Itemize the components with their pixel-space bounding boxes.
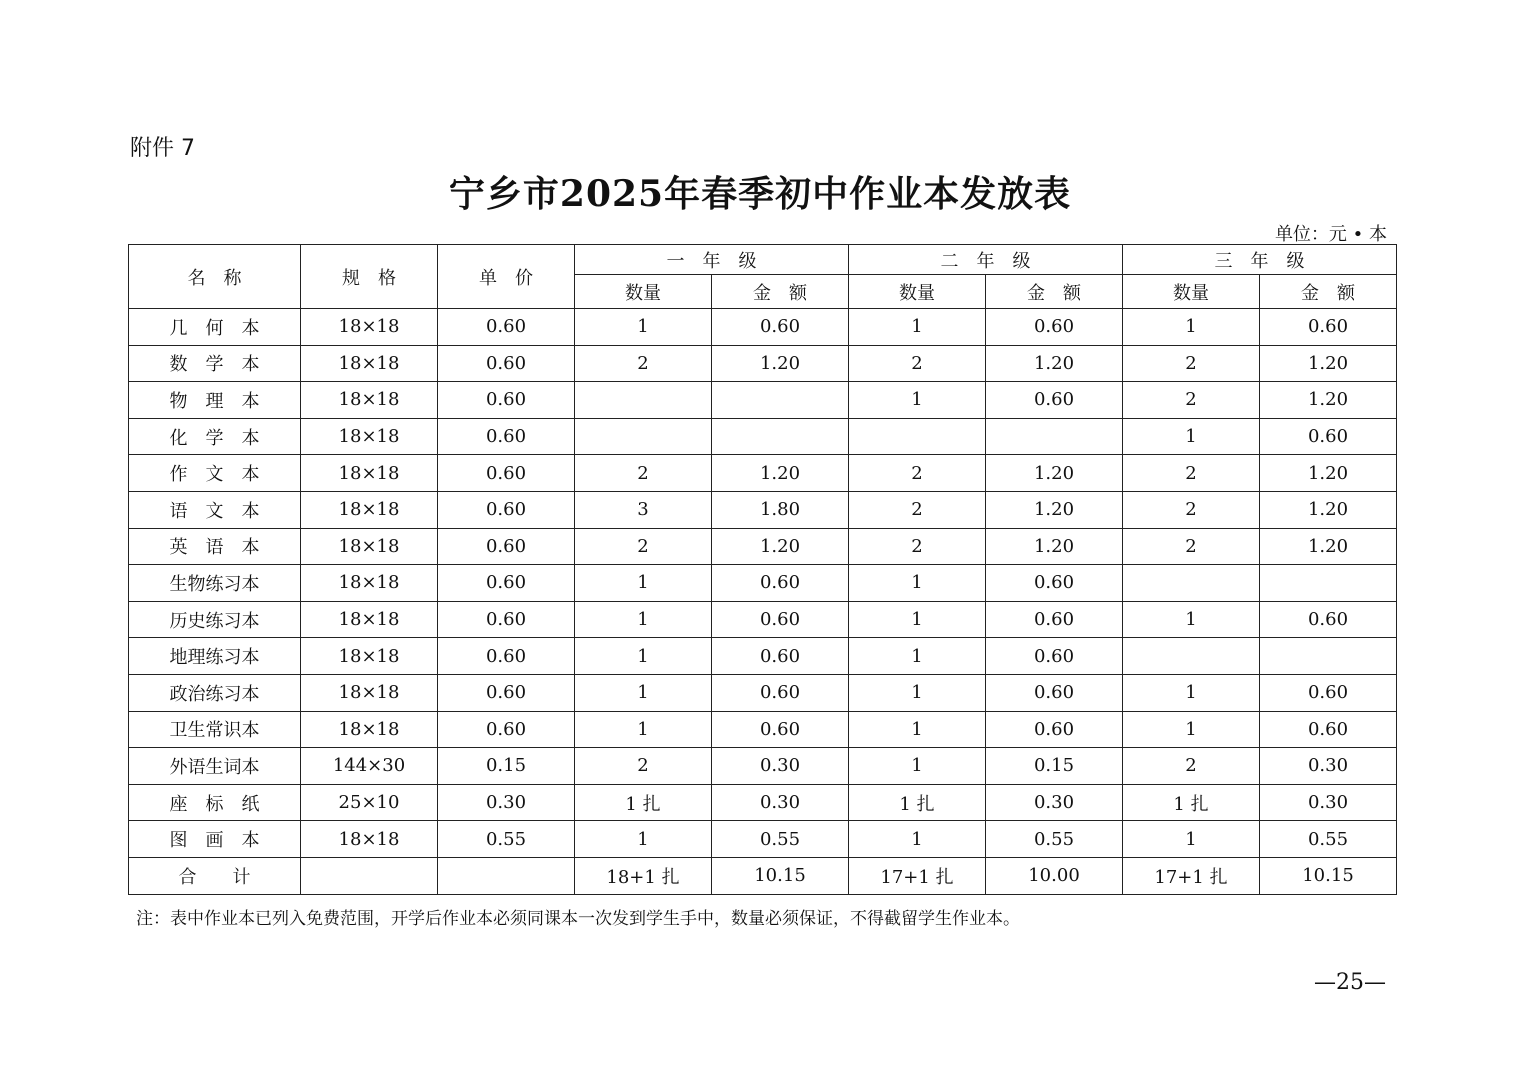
cell-spec: 18×18 [301,309,438,346]
table-row [129,674,1397,711]
cell-price [438,857,575,894]
cell-g2q: 1 [849,674,986,711]
attachment-label: 附件 7 [130,136,195,161]
unit-label: 单位：元 • 本 [1274,224,1387,245]
cell-g1a: 0.55 [712,821,849,858]
cell-price: 0.60 [438,418,575,455]
cell-price: 0.15 [438,748,575,785]
table-row [129,491,1397,528]
header-grade3: 三 年 级 [1123,245,1397,275]
cell-g3a: 0.30 [1260,784,1397,821]
cell-name: 外语生词本 [129,748,301,785]
table-row [129,309,1397,346]
cell-name: 化 学 本 [129,418,301,455]
table-row [129,565,1397,602]
cell-g2q: 2 [849,345,986,382]
cell-spec: 18×18 [301,455,438,492]
cell-spec: 18×18 [301,418,438,455]
cell-g2q: 1 [849,711,986,748]
cell-spec: 25×10 [301,784,438,821]
footnote: 注：表中作业本已列入免费范围，开学后作业本必须同课本一次发到学生手中，数量必须保证，不得截留学生作业本。 [136,909,1020,929]
cell-price: 0.55 [438,821,575,858]
cell-g1q: 1 [575,711,712,748]
distribution-table [128,244,1397,895]
cell-g3a: 1.20 [1260,345,1397,382]
header-unit-price: 单 价 [438,245,575,309]
cell-g1q: 2 [575,345,712,382]
header-g3-qty: 数量 [1123,275,1260,309]
header-g1-qty: 数量 [575,275,712,309]
cell-g1a: 0.60 [712,601,849,638]
cell-name: 卫生常识本 [129,711,301,748]
cell-g3q: 1 [1123,821,1260,858]
cell-g1a: 0.60 [712,674,849,711]
cell-g2q: 17+1 扎 [849,857,986,894]
cell-g2a: 0.60 [986,309,1123,346]
cell-g3q: 2 [1123,455,1260,492]
header-g2-amount: 金 额 [986,275,1123,309]
cell-spec: 18×18 [301,821,438,858]
cell-g3q: 2 [1123,491,1260,528]
table-row [129,345,1397,382]
cell-price: 0.60 [438,455,575,492]
cell-spec [301,857,438,894]
cell-g3a [1260,565,1397,602]
table-row [129,857,1397,894]
cell-name: 几 何 本 [129,309,301,346]
cell-g2q: 1 [849,748,986,785]
cell-g1q [575,382,712,419]
cell-g2q: 1 扎 [849,784,986,821]
cell-g1q: 2 [575,748,712,785]
cell-g1a [712,382,849,419]
cell-g3a [1260,638,1397,675]
cell-g3q: 1 扎 [1123,784,1260,821]
cell-g2q: 1 [849,382,986,419]
cell-g1a: 1.20 [712,528,849,565]
cell-g3a: 0.60 [1260,711,1397,748]
cell-spec: 18×18 [301,528,438,565]
cell-g1a: 1.20 [712,345,849,382]
cell-g3q: 2 [1123,748,1260,785]
cell-g3q: 1 [1123,711,1260,748]
header-spec: 规 格 [301,245,438,309]
cell-spec: 18×18 [301,345,438,382]
cell-g1a: 0.60 [712,309,849,346]
cell-g1q: 1 [575,821,712,858]
header-g1-amount: 金 额 [712,275,849,309]
cell-price: 0.60 [438,711,575,748]
table-row [129,821,1397,858]
cell-name: 座 标 纸 [129,784,301,821]
cell-g2a: 1.20 [986,345,1123,382]
cell-name: 作 文 本 [129,455,301,492]
header-grade2: 二 年 级 [849,245,1123,275]
cell-name: 地理练习本 [129,638,301,675]
cell-g2q: 2 [849,455,986,492]
cell-g2a: 10.00 [986,857,1123,894]
cell-g3a: 0.55 [1260,821,1397,858]
cell-spec: 18×18 [301,638,438,675]
cell-g2q: 2 [849,528,986,565]
cell-name: 生物练习本 [129,565,301,602]
cell-g3a: 0.30 [1260,748,1397,785]
cell-g1q: 2 [575,528,712,565]
cell-g2q: 1 [849,638,986,675]
cell-g3a: 1.20 [1260,455,1397,492]
cell-g1q: 1 [575,638,712,675]
cell-g3q [1123,638,1260,675]
cell-price: 0.60 [438,565,575,602]
cell-g1q: 3 [575,491,712,528]
cell-g3q: 2 [1123,345,1260,382]
header-name: 名 称 [129,245,301,309]
cell-name: 图 画 本 [129,821,301,858]
cell-name: 数 学 本 [129,345,301,382]
cell-g2a: 0.60 [986,382,1123,419]
cell-price: 0.30 [438,784,575,821]
cell-g2q: 2 [849,491,986,528]
cell-g3a: 1.20 [1260,491,1397,528]
table-row [129,455,1397,492]
cell-g3a: 0.60 [1260,674,1397,711]
cell-g3a: 0.60 [1260,418,1397,455]
cell-g1q: 1 扎 [575,784,712,821]
header-g2-qty: 数量 [849,275,986,309]
cell-price: 0.60 [438,491,575,528]
cell-g1a: 0.60 [712,638,849,675]
cell-g3a: 1.20 [1260,528,1397,565]
table-row [129,382,1397,419]
cell-g2a: 1.20 [986,455,1123,492]
cell-g3q: 2 [1123,528,1260,565]
table-row [129,418,1397,455]
cell-g2a: 0.55 [986,821,1123,858]
cell-spec: 18×18 [301,601,438,638]
cell-g2q: 1 [849,821,986,858]
cell-g2a: 0.60 [986,601,1123,638]
cell-g1a: 0.60 [712,711,849,748]
cell-price: 0.60 [438,382,575,419]
cell-name: 历史练习本 [129,601,301,638]
cell-g1q: 1 [575,565,712,602]
cell-g1q: 1 [575,601,712,638]
cell-g2a [986,418,1123,455]
table-row [129,784,1397,821]
cell-g2q: 1 [849,601,986,638]
cell-g3q: 1 [1123,309,1260,346]
cell-price: 0.60 [438,601,575,638]
cell-g1a: 0.30 [712,784,849,821]
cell-spec: 18×18 [301,674,438,711]
cell-spec: 18×18 [301,491,438,528]
cell-spec: 144×30 [301,748,438,785]
table-row [129,601,1397,638]
cell-g3a: 10.15 [1260,857,1397,894]
table-row [129,711,1397,748]
header-g3-amount: 金 额 [1260,275,1397,309]
cell-g1q: 18+1 扎 [575,857,712,894]
cell-g1q [575,418,712,455]
cell-g1q: 1 [575,309,712,346]
cell-g3q: 1 [1123,418,1260,455]
page-number: —25— [1314,970,1386,995]
cell-g2q: 1 [849,309,986,346]
cell-g2a: 1.20 [986,528,1123,565]
cell-g2a: 0.60 [986,674,1123,711]
cell-g2a: 1.20 [986,491,1123,528]
cell-g1q: 2 [575,455,712,492]
cell-g3q: 17+1 扎 [1123,857,1260,894]
cell-name: 物 理 本 [129,382,301,419]
cell-g1q: 1 [575,674,712,711]
cell-g1a: 10.15 [712,857,849,894]
table-row [129,638,1397,675]
table-row [129,748,1397,785]
cell-name: 政治练习本 [129,674,301,711]
cell-name: 英 语 本 [129,528,301,565]
table-row [129,528,1397,565]
cell-g2a: 0.60 [986,638,1123,675]
cell-g2q: 1 [849,565,986,602]
cell-g3q [1123,565,1260,602]
cell-price: 0.60 [438,674,575,711]
cell-g3q: 1 [1123,601,1260,638]
cell-name: 语 文 本 [129,491,301,528]
cell-price: 0.60 [438,638,575,675]
cell-g2a: 0.15 [986,748,1123,785]
cell-g2q [849,418,986,455]
cell-price: 0.60 [438,345,575,382]
cell-g1a: 0.60 [712,565,849,602]
cell-spec: 18×18 [301,382,438,419]
header-grade1: 一 年 级 [575,245,849,275]
cell-g1a: 0.30 [712,748,849,785]
cell-g2a: 0.60 [986,711,1123,748]
cell-g1a [712,418,849,455]
cell-name: 合 计 [129,857,301,894]
cell-g3q: 1 [1123,674,1260,711]
cell-g3a: 0.60 [1260,601,1397,638]
cell-price: 0.60 [438,528,575,565]
cell-spec: 18×18 [301,565,438,602]
cell-spec: 18×18 [301,711,438,748]
cell-g3a: 0.60 [1260,309,1397,346]
cell-g3a: 1.20 [1260,382,1397,419]
cell-g1a: 1.80 [712,491,849,528]
cell-g2a: 0.60 [986,565,1123,602]
cell-price: 0.60 [438,309,575,346]
page-title: 宁乡市2025年春季初中作业本发放表 [448,173,1072,215]
cell-g3q: 2 [1123,382,1260,419]
cell-g1a: 1.20 [712,455,849,492]
cell-g2a: 0.30 [986,784,1123,821]
